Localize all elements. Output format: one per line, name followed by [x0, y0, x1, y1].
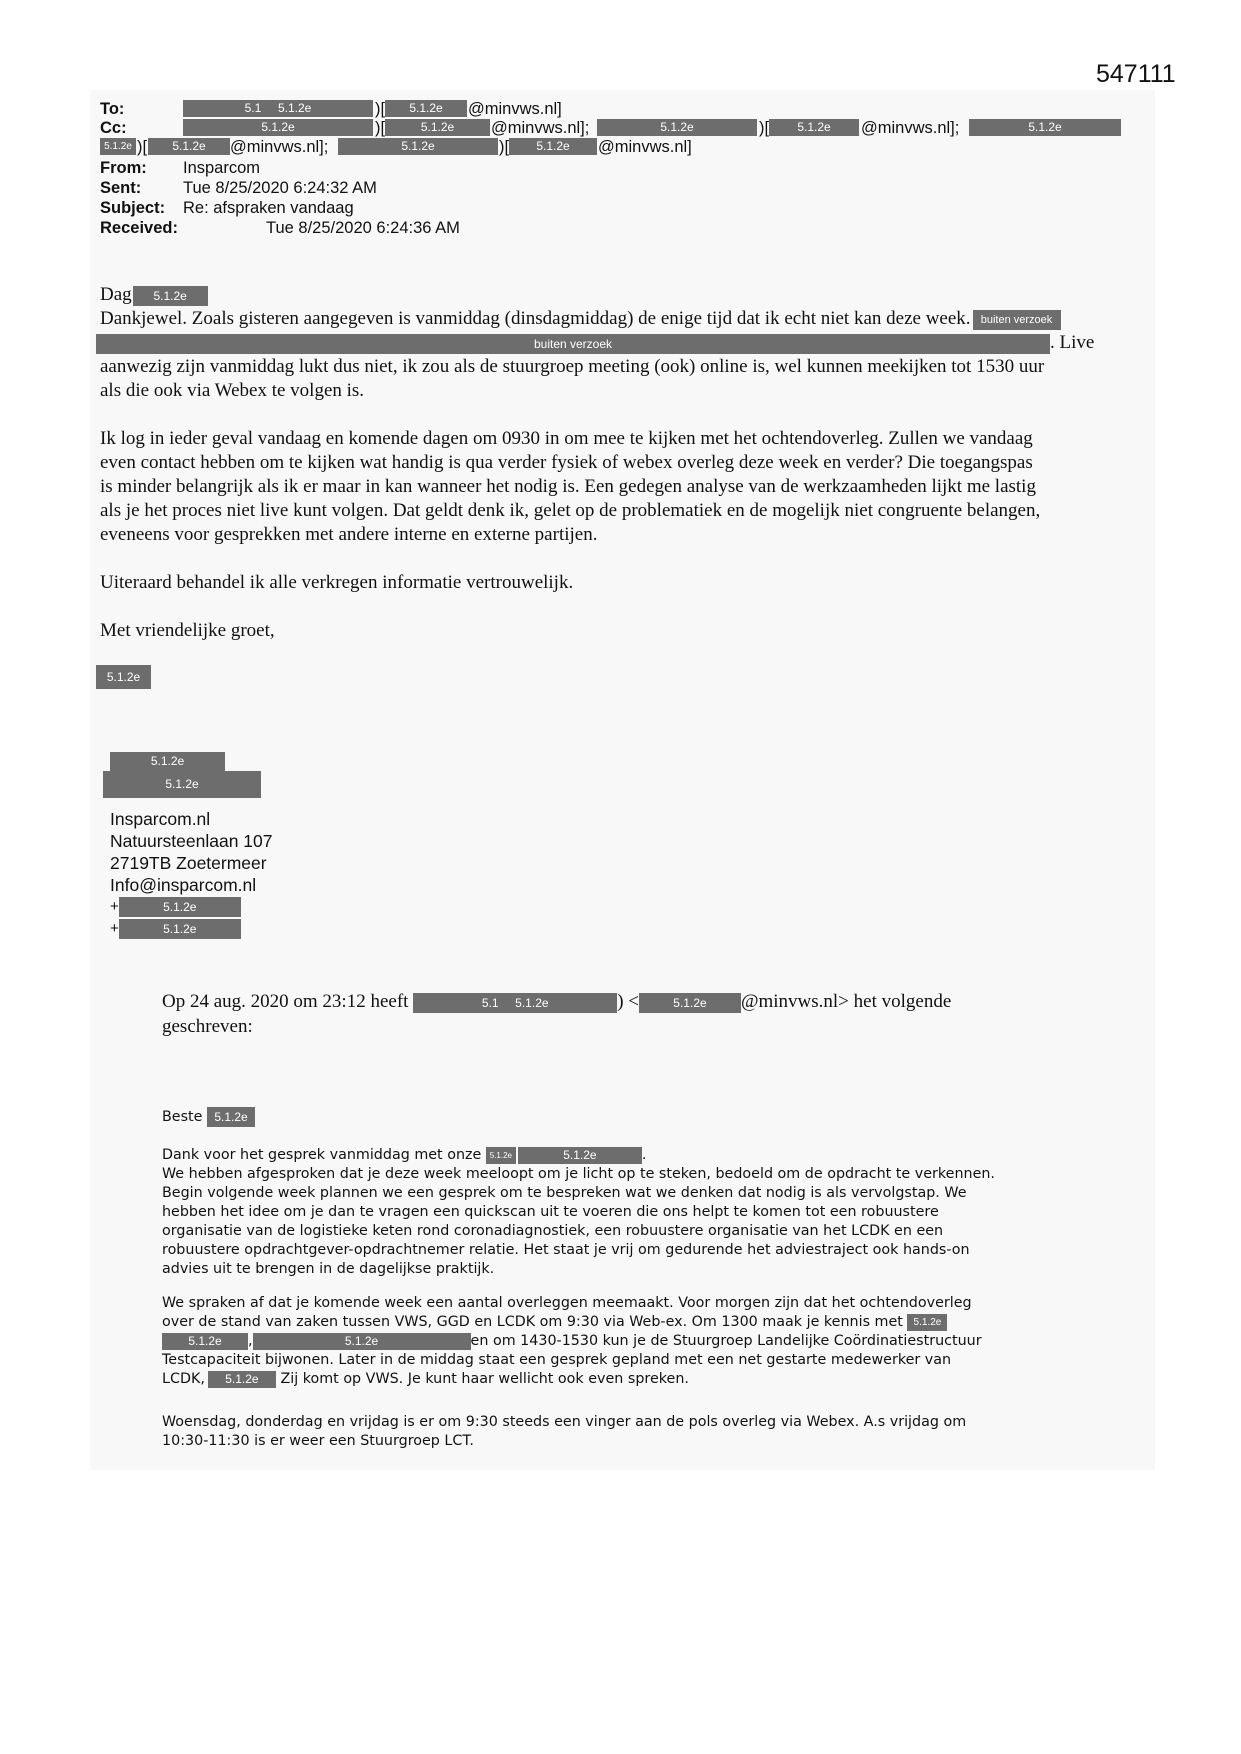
redaction-block: 5.1.2e: [119, 897, 241, 917]
redaction-block: 5.1.2e: [103, 771, 261, 798]
quoted-line: [162, 1370, 982, 1389]
sent-label: Sent:: [100, 179, 142, 197]
quoted-line: We spraken af dat je komende week een aantal overleggen meemaakt. Voor morgen zijn dat het ochtendoverleg: [162, 1295, 972, 1311]
reply-line: is minder belangrijk als ik er maar in kan wanneer het nodig is. Een gedegen analyse van de werkzaamheden lijkt me lastig: [100, 476, 1036, 497]
redaction-block: 5.1.2e: [119, 919, 241, 939]
received-row: [100, 219, 460, 238]
cc-row: [100, 119, 1150, 138]
reply-p2: [100, 427, 1040, 547]
quoted-text: ,: [248, 1333, 253, 1349]
quoted-intro-text: ) <: [617, 991, 639, 1012]
reply-p1-line1: [100, 307, 1061, 331]
from-row: [100, 159, 261, 178]
sent-row: [100, 179, 377, 198]
redaction-code: 5.1: [244, 101, 262, 115]
quoted-text: LCDK,: [162, 1371, 205, 1387]
quoted-intro-2: geschreven:: [162, 1016, 253, 1037]
redaction-block: 5.1.2e: [96, 665, 151, 689]
cc-label: Cc:: [100, 119, 127, 137]
quoted-text: over de stand van zaken tussen VWS, GGD en LCDK om 9:30 via Web-ex. Om 1300 maak je kennis met: [162, 1314, 903, 1330]
redaction-code: 5.1: [481, 995, 499, 1010]
quoted-line: advies uit te brengen in de dagelijkse praktijk.: [162, 1261, 495, 1277]
cc-domain: @minvws.nl]: [598, 138, 692, 156]
reply-line: eveneens voor gesprekken met andere interne en externe partijen.: [100, 524, 598, 545]
from-label: From:: [100, 159, 147, 177]
redaction-block: 5.1.2e: [110, 752, 225, 771]
to-label: To:: [100, 100, 125, 118]
received-label: Received:: [100, 219, 178, 237]
quoted-line: [162, 1332, 982, 1351]
quoted-text: en om 1430-1530 kun je de Stuurgroep Landelijke Coördinatiestructuur: [470, 1333, 982, 1349]
cc-domain: @minvws.nl];: [491, 119, 590, 137]
redaction-block: 5.1.2e: [183, 119, 373, 136]
quoted-p1: [162, 1146, 995, 1279]
cc-domain: @minvws.nl];: [861, 119, 960, 137]
redaction-block: 5.1.2e: [597, 119, 757, 136]
quoted-line: organisatie van de logistieke keten rond coronadiagnostiek, een robuustere organisatie van het LCDK en een: [162, 1223, 944, 1239]
quoted-line: [162, 1146, 995, 1165]
quoted-line: hebben het idee om je dan te vragen een quickscan uit te voeren die ons helpt te komen tot een robuustere: [162, 1204, 939, 1220]
signature-street: Natuursteenlaan 107: [110, 831, 273, 851]
signature-email: Info@insparcom.nl: [110, 875, 257, 895]
redaction-block: buiten verzoek: [96, 334, 1050, 354]
quoted-text: .: [641, 1147, 647, 1163]
quoted-line: Testcapaciteit bijwonen. Later in de middag staat een gesprek gepland met een net gestarte medewerker van: [162, 1352, 952, 1368]
redaction-block: 5.1.2e: [486, 1147, 516, 1164]
paren-bracket: )[: [375, 100, 386, 118]
paren-bracket: )[: [375, 119, 386, 137]
redaction-block: 5.1.2e: [208, 1371, 276, 1388]
redaction-block: 5.1.2e: [969, 119, 1121, 136]
redaction-block: 5.1.2e: [385, 100, 467, 117]
redaction-block: 5.1.2e: [100, 138, 136, 155]
signature-phones: [110, 896, 241, 940]
phone-prefix: +: [110, 898, 119, 915]
quoted-line: 10:30-11:30 is er weer een Stuurgroep LCT.: [162, 1433, 474, 1449]
paren-bracket: )[: [759, 119, 770, 137]
quoted-text: Dank voor het gesprek vanmiddag met onze: [162, 1147, 482, 1163]
reply-p3: Uiteraard behandel ik alle verkregen informatie vertrouwelijk.: [100, 572, 574, 593]
reply-p1-line3: aanwezig zijn vanmiddag lukt dus niet, ik zou als de stuurgroep meeting (ook) online is, wel kunnen meekijken tot 1530 uur: [100, 356, 1045, 377]
redaction-block: 5.1.2e: [338, 138, 498, 155]
redaction-block: 5.1.2e: [518, 1147, 642, 1164]
quoted-p2: [162, 1294, 982, 1389]
reply-text: . Live: [1050, 332, 1095, 353]
quoted-line: robuustere opdrachtgever-opdrachtnemer relatie. Het staat je vrij om gedurende het adviestraject ook hands-on: [162, 1242, 970, 1258]
greeting-text: Beste: [162, 1109, 203, 1125]
subject-label: Subject:: [100, 199, 166, 217]
redaction-block: 5.1.2e: [207, 1107, 255, 1127]
from-value: Insparcom: [183, 159, 261, 177]
redaction-block: 5.1.2e: [907, 1314, 947, 1331]
subject-row: [100, 199, 354, 218]
redaction-block: 5.1.2e: [162, 1333, 248, 1350]
quoted-line: Woensdag, donderdag en vrijdag is er om 9:30 steeds een vinger aan de pols overleg via Webex. A.s vrijdag om: [162, 1414, 967, 1430]
redaction-block: 5.1.2e: [148, 138, 230, 155]
redaction-block: 5.1.2e: [769, 119, 859, 136]
paren-bracket: )[: [137, 138, 148, 156]
paren-bracket: )[: [499, 138, 510, 156]
redaction-block: 5.1.2e: [385, 119, 490, 136]
redaction-block: [413, 993, 617, 1013]
redaction-block: 5.1.2e: [509, 138, 597, 155]
greeting-text: Dag: [100, 284, 132, 305]
sent-value: Tue 8/25/2020 6:24:32 AM: [183, 179, 377, 197]
redaction-block: 5.1.2e: [253, 1333, 471, 1350]
signature-company: Insparcom.nl: [110, 809, 211, 829]
signature-city: 2719TB Zoetermeer: [110, 853, 267, 873]
cc-domain: @minvws.nl];: [230, 138, 329, 156]
redaction-block: 5.1.2e: [639, 993, 741, 1013]
reply-line: even contact hebben om te kijken wat handig is qua verder fysiek of webex overleg deze week en verder? Die toegangspas: [100, 452, 1033, 473]
reply-text: Dankjewel. Zoals gisteren aangegeven is vanmiddag (dinsdagmiddag) de enige tijd dat ik echt niet kan deze week.: [100, 308, 971, 329]
to-domain: @minvws.nl]: [468, 100, 562, 118]
reply-p1-line4: als die ook via Webex te volgen is.: [100, 380, 365, 401]
subject-value: Re: afspraken vandaag: [183, 199, 354, 217]
to-row: [100, 100, 562, 119]
quoted-line: Begin volgende week plannen we een gesprek om te bespreken wat we denken dat nodig is als vervolgstap. We: [162, 1185, 967, 1201]
quoted-line: [162, 1313, 982, 1332]
quoted-intro: [162, 990, 951, 1014]
reply-line: Ik log in ieder geval vandaag en komende dagen om 0930 in om mee te kijken met het ochtendoverleg. Zullen we vandaag: [100, 428, 1033, 449]
reply-greeting: [100, 283, 208, 307]
signature-block: [110, 808, 272, 896]
redaction-code: 5.1.2e: [277, 101, 312, 115]
received-value: Tue 8/25/2020 6:24:36 AM: [266, 219, 460, 237]
quoted-text: Zij komt op VWS. Je kunt haar wellicht ook even spreken.: [280, 1371, 689, 1387]
redaction-block: 5.1.2e: [133, 286, 208, 306]
quoted-greeting: [162, 1107, 255, 1127]
redaction-block: [183, 100, 373, 117]
redaction-block: buiten verzoek: [973, 310, 1061, 330]
quoted-p3: [162, 1413, 966, 1451]
phone-prefix: +: [110, 920, 119, 937]
reply-line: als je het proces niet live kunt volgen. Dat geldt denk ik, gelet op de problematiek en de mogelijk niet congruente belangen,: [100, 500, 1041, 521]
quoted-intro-text: Op 24 aug. 2020 om 23:12 heeft: [162, 991, 409, 1012]
document-id: 547111: [1096, 60, 1176, 88]
quoted-intro-text: @minvws.nl> het volgende: [740, 991, 952, 1012]
quoted-line: We hebben afgesproken dat je deze week meeloopt om je licht op te steken, bedoeld om de opdracht te verkennen.: [162, 1166, 995, 1182]
redaction-code: 5.1.2e: [515, 995, 549, 1010]
reply-closing: Met vriendelijke groet,: [100, 620, 275, 641]
reply-p1-line2: [96, 331, 1094, 355]
